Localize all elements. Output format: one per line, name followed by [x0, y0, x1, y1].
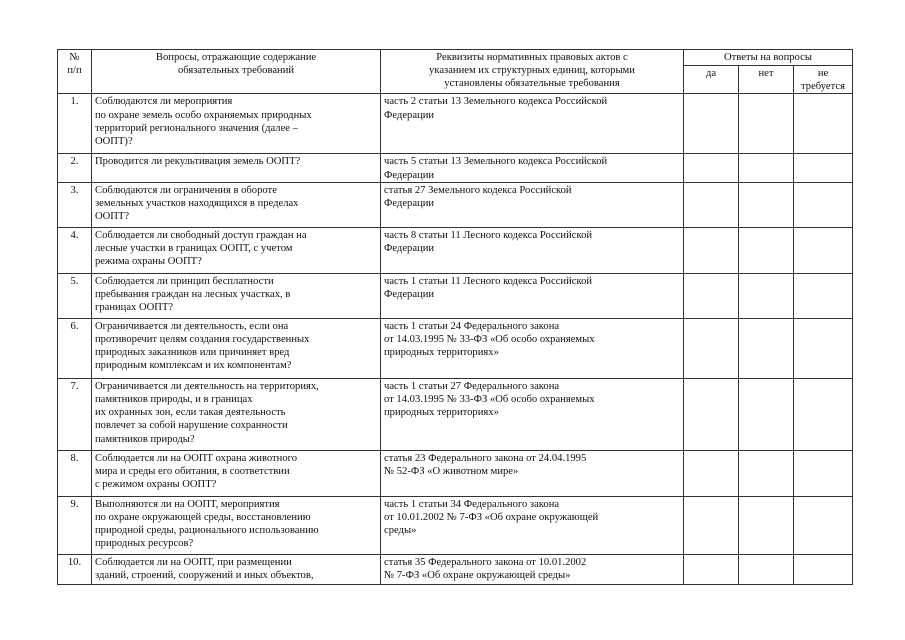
row-question: Ограничивается ли деятельность, если она противоречит целям создания государственных природных заказников или причиняет вред природным комплексам и их компонентам? — [92, 318, 381, 378]
answer-yes-cell[interactable] — [684, 182, 739, 227]
table-row — [58, 450, 853, 496]
answer-no-cell[interactable] — [739, 154, 794, 182]
table-row — [58, 94, 853, 154]
row-reference: статья 35 Федерального закона от 10.01.2002 № 7-ФЗ «Об охране окружающей среды» — [381, 554, 684, 584]
answer-not-required-cell[interactable] — [794, 273, 853, 318]
row-number: 10. — [58, 554, 92, 584]
table-row — [58, 227, 853, 273]
answer-yes-cell[interactable] — [684, 318, 739, 378]
answer-yes-cell[interactable] — [684, 496, 739, 554]
answer-no-cell[interactable] — [739, 227, 794, 273]
table-row — [58, 378, 853, 450]
answer-no-cell[interactable] — [739, 182, 794, 227]
row-question: Соблюдается ли свободный доступ граждан на лесные участки в границах ООПТ, с учетом режима охраны ООПТ? — [92, 227, 381, 273]
row-number: 9. — [58, 496, 92, 554]
row-reference: статья 23 Федерального закона от 24.04.1995 № 52-ФЗ «О животном мире» — [381, 450, 684, 496]
header-no: нет — [739, 66, 794, 94]
row-reference: часть 1 статьи 34 Федерального закона от 10.01.2002 № 7-ФЗ «Об охране окружающей среды» — [381, 496, 684, 554]
answer-not-required-cell[interactable] — [794, 182, 853, 227]
row-reference: часть 1 статьи 24 Федерального закона от 14.03.1995 № 33-ФЗ «Об особо охраняемых природных территориях» — [381, 318, 684, 378]
row-number: 1. — [58, 94, 92, 154]
answer-no-cell[interactable] — [739, 318, 794, 378]
row-question: Проводится ли рекультивация земель ООПТ? — [92, 154, 381, 182]
row-number: 4. — [58, 227, 92, 273]
answer-yes-cell[interactable] — [684, 378, 739, 450]
answer-not-required-cell[interactable] — [794, 450, 853, 496]
header-num: № п/п — [58, 50, 92, 94]
header-yes: да — [684, 66, 739, 94]
answer-yes-cell[interactable] — [684, 450, 739, 496]
row-number: 2. — [58, 154, 92, 182]
row-question: Соблюдаются ли мероприятия по охране земель особо охраняемых природных территорий регионального значения (далее – ООПТ)? — [92, 94, 381, 154]
answer-not-required-cell[interactable] — [794, 154, 853, 182]
table-row — [58, 496, 853, 554]
row-number: 3. — [58, 182, 92, 227]
header-answers: Ответы на вопросы — [684, 50, 853, 66]
row-question: Выполняются ли на ООПТ, мероприятия по охране окружающей среды, восстановлению природной среды, рационального использованию природных ресурсов? — [92, 496, 381, 554]
answer-yes-cell[interactable] — [684, 94, 739, 154]
answer-no-cell[interactable] — [739, 273, 794, 318]
table-row — [58, 182, 853, 227]
row-reference: часть 1 статьи 27 Федерального закона от 14.03.1995 № 33-ФЗ «Об особо охраняемых природных территориях» — [381, 378, 684, 450]
row-question: Соблюдается ли на ООПТ, при размещении зданий, строений, сооружений и иных объектов, — [92, 554, 381, 584]
answer-no-cell[interactable] — [739, 450, 794, 496]
row-reference: статья 27 Земельного кодекса Российской Федерации — [381, 182, 684, 227]
answer-not-required-cell[interactable] — [794, 94, 853, 154]
answer-not-required-cell[interactable] — [794, 496, 853, 554]
row-number: 5. — [58, 273, 92, 318]
table-row — [58, 554, 853, 584]
table-header — [58, 50, 853, 94]
answer-yes-cell[interactable] — [684, 273, 739, 318]
answer-not-required-cell[interactable] — [794, 378, 853, 450]
answer-no-cell[interactable] — [739, 94, 794, 154]
answer-not-required-cell[interactable] — [794, 318, 853, 378]
table-row — [58, 154, 853, 182]
answer-not-required-cell[interactable] — [794, 227, 853, 273]
answer-yes-cell[interactable] — [684, 154, 739, 182]
answer-yes-cell[interactable] — [684, 554, 739, 584]
answer-yes-cell[interactable] — [684, 227, 739, 273]
table-body — [58, 94, 853, 584]
checklist-table — [57, 49, 853, 585]
row-number: 7. — [58, 378, 92, 450]
header-reference: Реквизиты нормативных правовых актов с указанием их структурных единиц, которыми установлены обязательные требования — [381, 50, 684, 94]
answer-no-cell[interactable] — [739, 378, 794, 450]
row-reference: часть 1 статьи 11 Лесного кодекса Российской Федерации — [381, 273, 684, 318]
row-reference: часть 5 статьи 13 Земельного кодекса Российской Федерации — [381, 154, 684, 182]
table-row — [58, 318, 853, 378]
header-not-required: не требуется — [794, 66, 853, 94]
answer-not-required-cell[interactable] — [794, 554, 853, 584]
row-question: Ограничивается ли деятельность на территориях, памятников природы, и в границах их охранных зон, если такая деятельность повлечет за собой нарушение сохранности памятников природы? — [92, 378, 381, 450]
row-question: Соблюдается ли на ООПТ охрана животного мира и среды его обитания, в соответствии с режимом охраны ООПТ? — [92, 450, 381, 496]
answer-no-cell[interactable] — [739, 496, 794, 554]
row-reference: часть 2 статьи 13 Земельного кодекса Российской Федерации — [381, 94, 684, 154]
row-number: 6. — [58, 318, 92, 378]
row-question: Соблюдаются ли ограничения в обороте земельных участков находящихся в пределах ООПТ? — [92, 182, 381, 227]
table-row — [58, 273, 853, 318]
header-question: Вопросы, отражающие содержание обязательных требований — [92, 50, 381, 94]
answer-no-cell[interactable] — [739, 554, 794, 584]
row-question: Соблюдается ли принцип бесплатности пребывания граждан на лесных участках, в границах ООПТ? — [92, 273, 381, 318]
row-number: 8. — [58, 450, 92, 496]
row-reference: часть 8 статьи 11 Лесного кодекса Российской Федерации — [381, 227, 684, 273]
